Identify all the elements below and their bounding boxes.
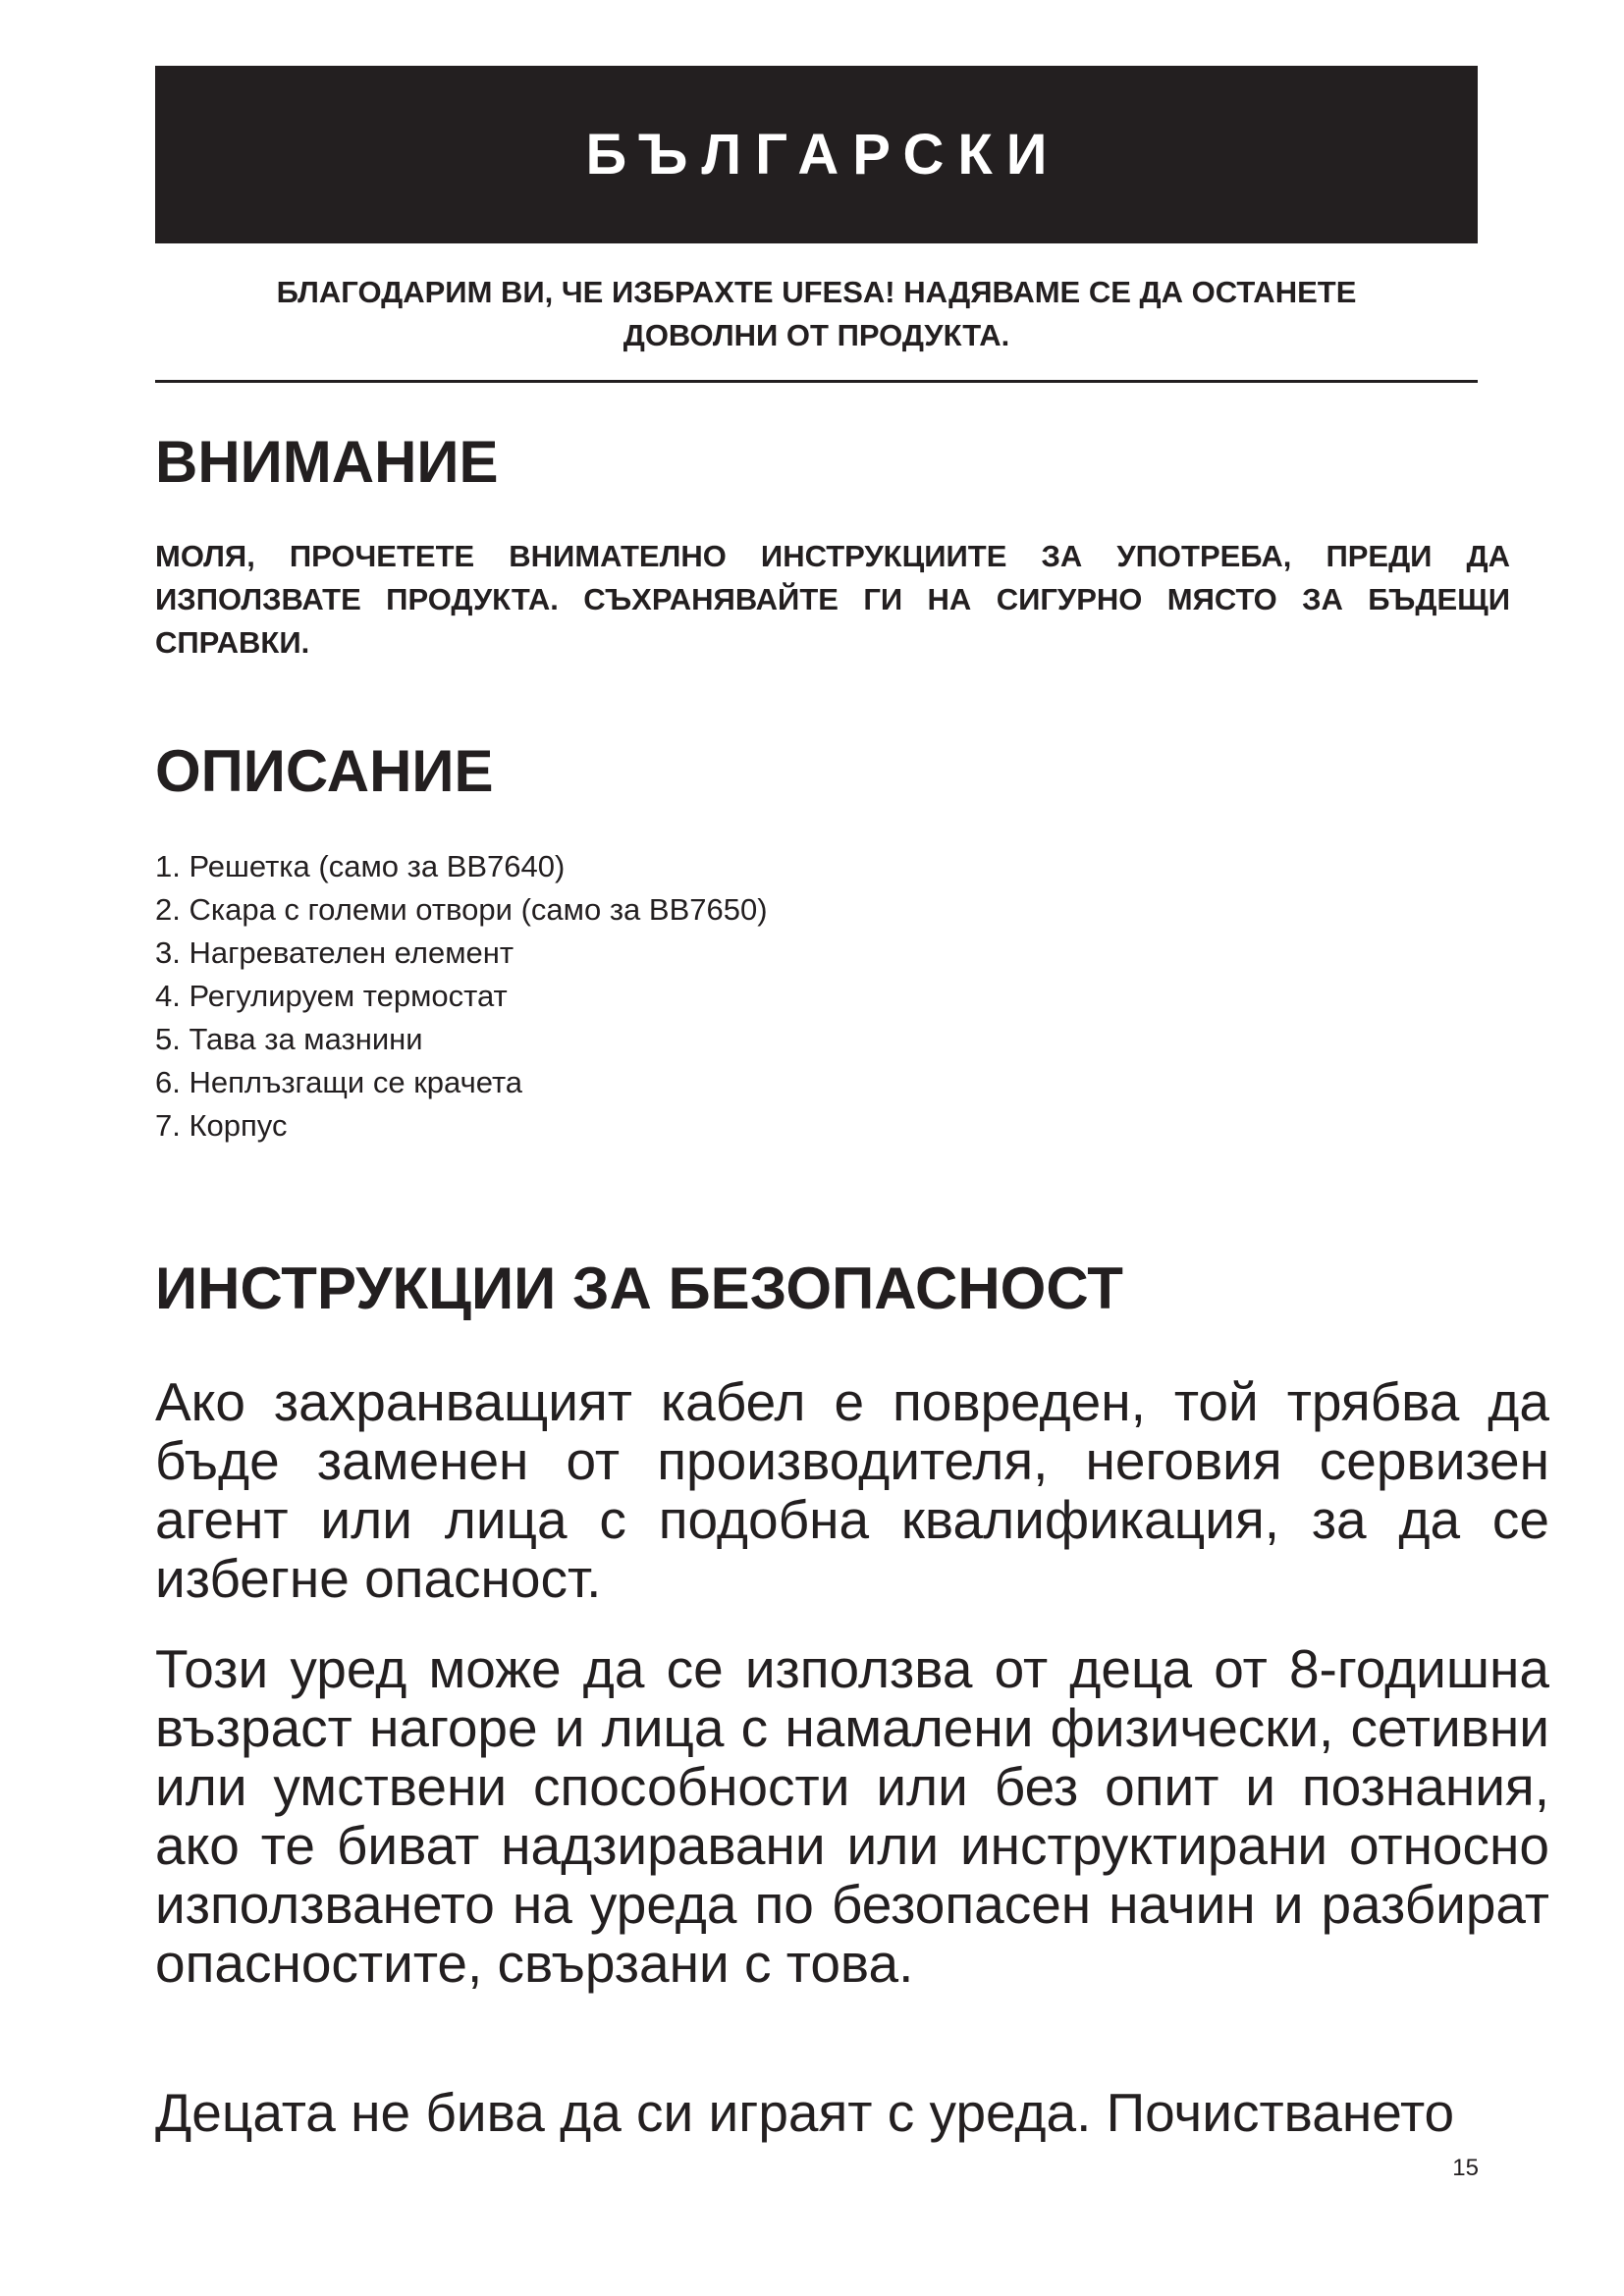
description-heading: ОПИСАНИЕ	[155, 738, 494, 804]
parts-list-item: 5. Тава за мазнини	[155, 1022, 423, 1056]
parts-list-item: 3. Нагревателен елемент	[155, 935, 514, 970]
safety-paragraph: Ако захранващият кабел е повреден, той трябва да бъде заменен от производителя, неговия сервизен агент или лица с подобна квалификация, за да се избегне опасност.	[155, 1371, 1549, 1609]
parts-list-item: 4. Регулируем термостат	[155, 979, 508, 1013]
language-banner	[155, 66, 1478, 243]
page-number: 15	[1452, 2155, 1479, 2181]
thank-you-line-2: ДОВОЛНИ ОТ ПРОДУКТА.	[623, 318, 1010, 352]
attention-heading: ВНИМАНИЕ	[155, 429, 499, 495]
horizontal-divider	[155, 380, 1478, 383]
safety-paragraph: Този уред може да се използва от деца от 8-годишна възраст нагоре и лица с намалени физически, сетивни или умствени способности или без опит и познания, ако те биват надзиравани или инструктирани относно използването на уреда по безопасен начин и разбират опасностите, свързани с това.	[155, 1638, 1549, 1994]
safety-heading: ИНСТРУКЦИИ ЗА БЕЗОПАСНОСТ	[155, 1255, 1123, 1321]
parts-list-item: 1. Решетка (само за BB7640)	[155, 849, 566, 883]
attention-text: МОЛЯ, ПРОЧЕТЕТЕ ВНИМАТЕЛНО ИНСТРУКЦИИТЕ ЗА УПОТРЕБА, ПРЕДИ ДА ИЗПОЛЗВАТЕ ПРОДУКТА. СЪХРАНЯВАЙТЕ ГИ НА СИГУРНО МЯСТО ЗА БЪДЕЩИ СПРАВКИ.	[155, 539, 1510, 660]
parts-list-item: 6. Неплъзгащи се крачета	[155, 1065, 523, 1099]
parts-list-item: 2. Скара с големи отвори (само за BB7650)	[155, 892, 768, 927]
thank-you-line-1: БЛАГОДАРИМ ВИ, ЧЕ ИЗБРАХТЕ UFESA! НАДЯВАМЕ СЕ ДА ОСТАНЕТЕ	[276, 275, 1357, 309]
safety-paragraph: Децата не бива да си играят с уреда. Почистването	[155, 2082, 1455, 2143]
parts-list-item: 7. Корпус	[155, 1108, 288, 1143]
language-title: БЪЛГАРСКИ	[585, 123, 1061, 187]
parts-list	[155, 845, 768, 1148]
thank-you-message	[155, 271, 1478, 357]
